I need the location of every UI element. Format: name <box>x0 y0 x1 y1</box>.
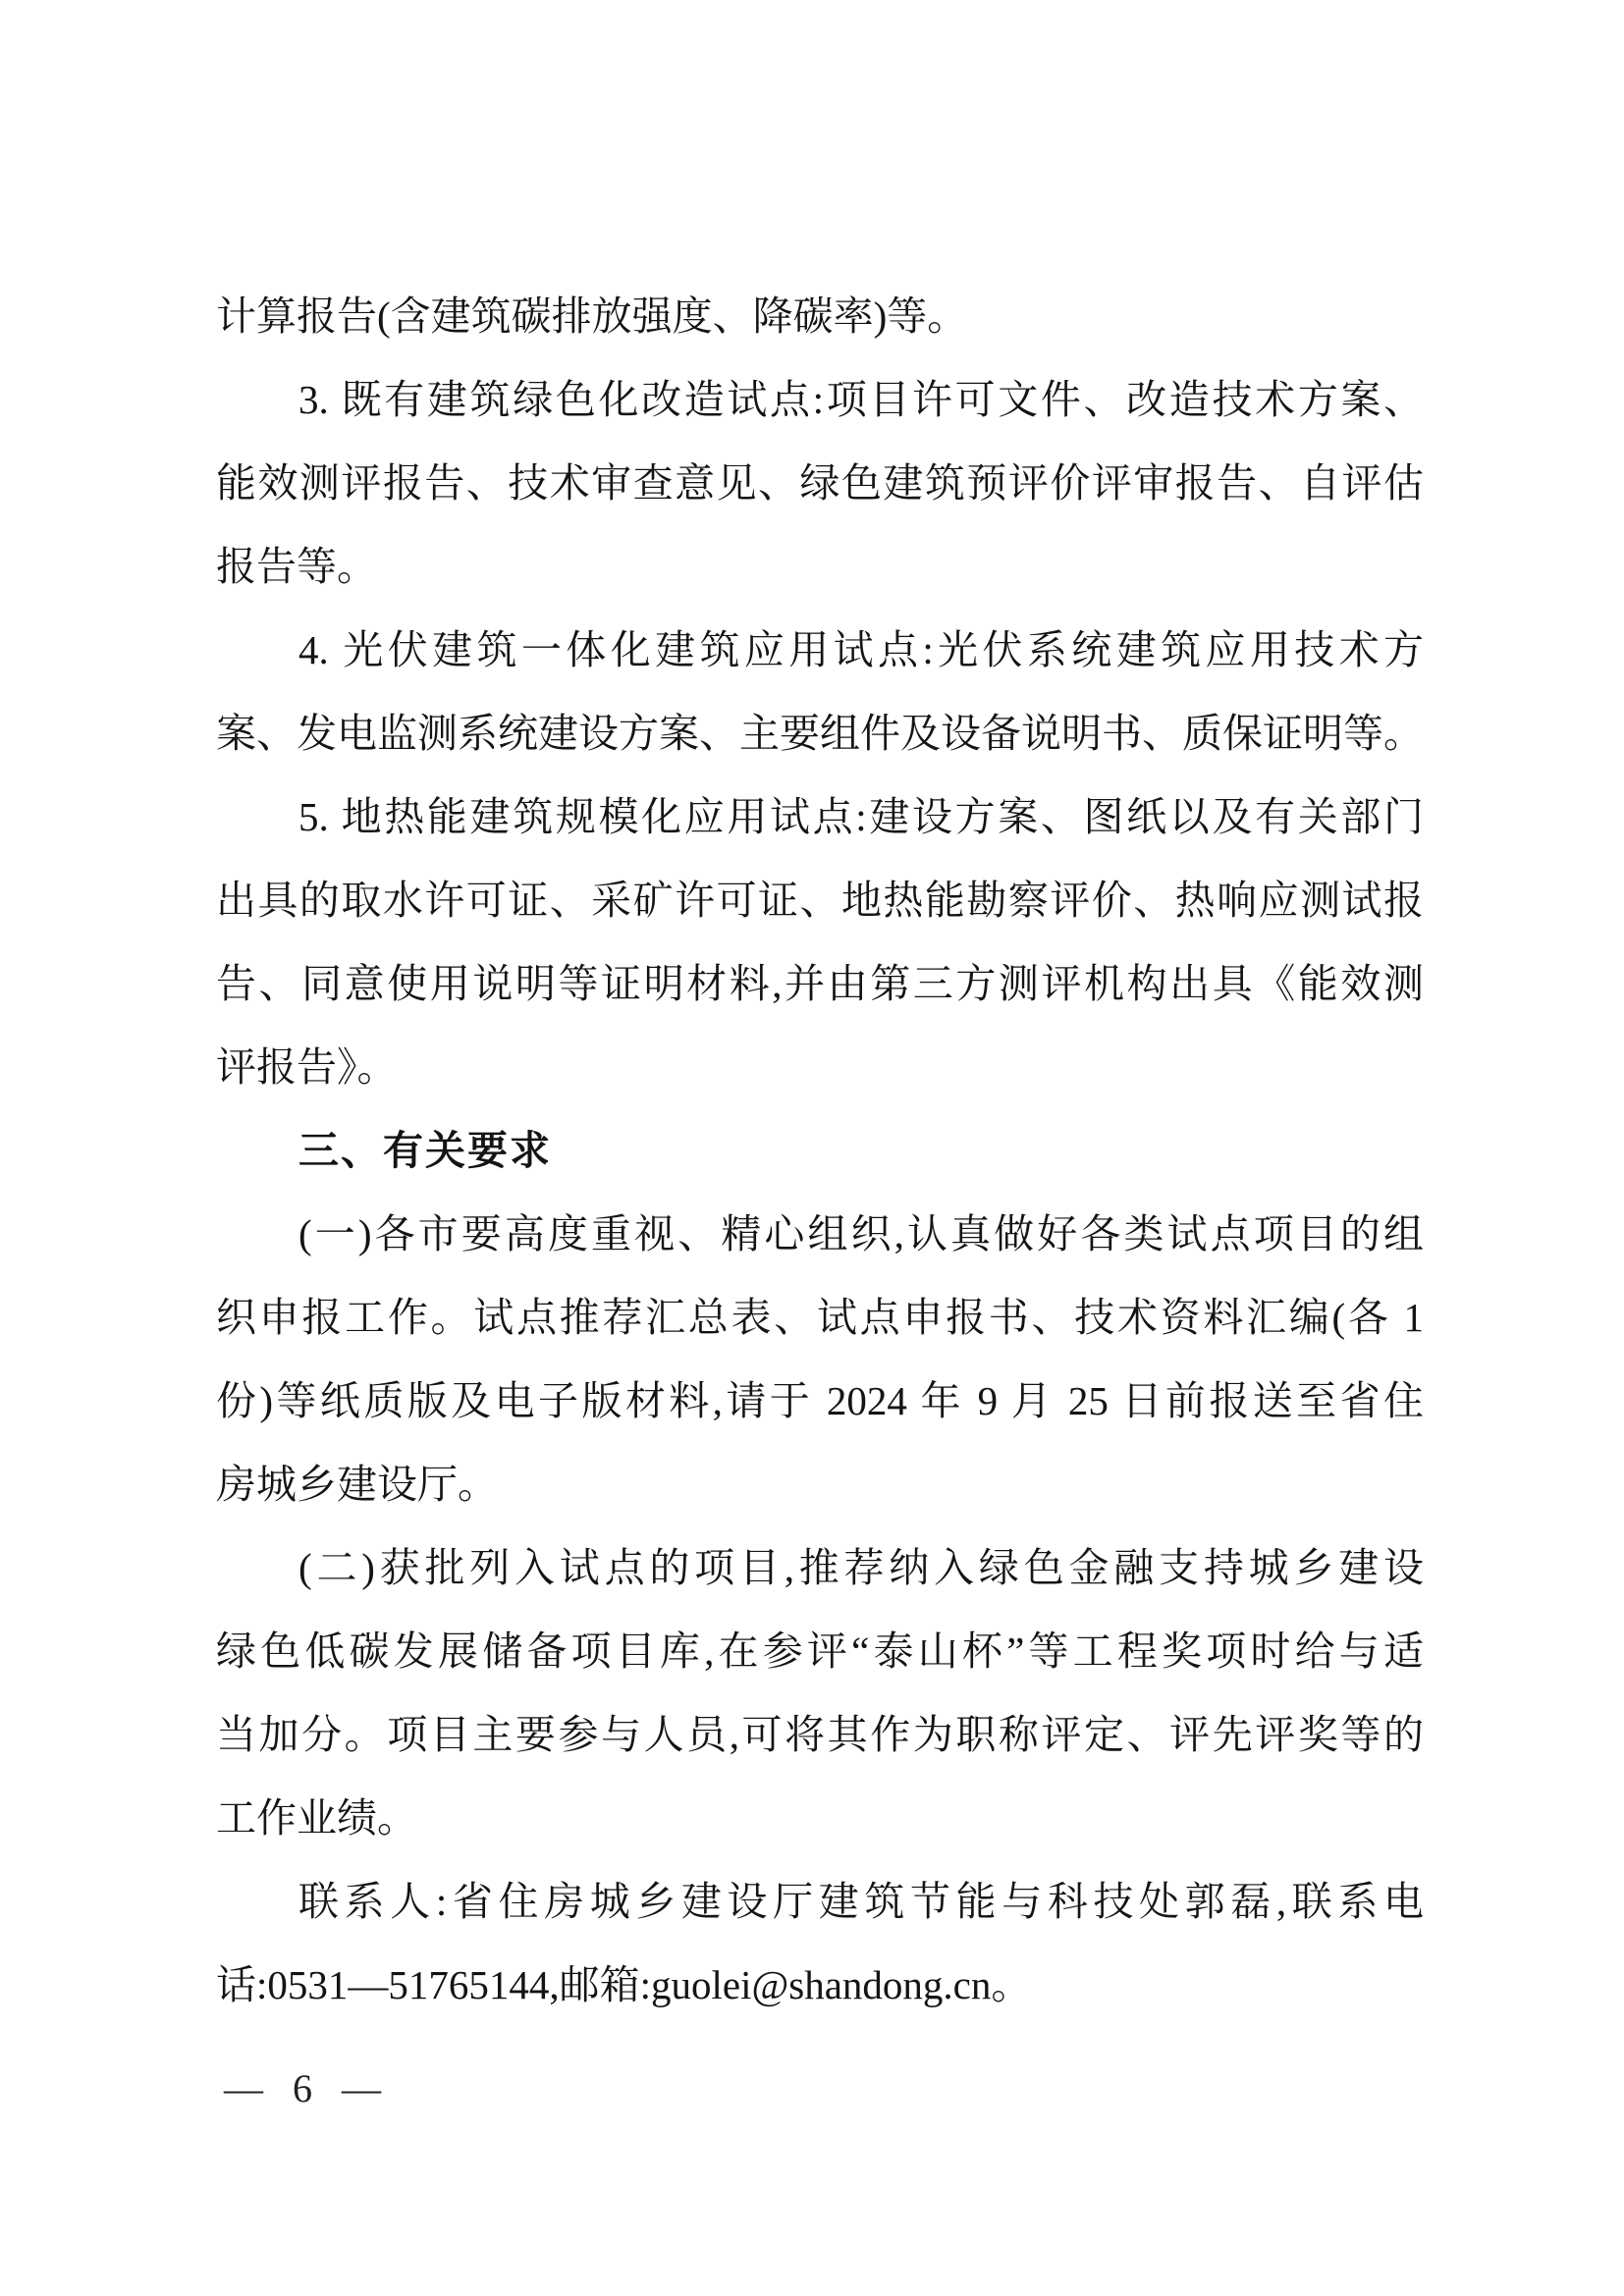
paragraph-line: 工作业绩。 <box>216 1795 417 1841</box>
paragraph-line: 织申报工作。试点推荐汇总表、试点申报书、技术资料汇编(各 1 <box>216 1295 1424 1340</box>
paragraph-line: 绿色低碳发展储备项目库,在参评“泰山杯”等工程奖项时给与适 <box>216 1629 1424 1674</box>
paragraph-line: (一)各市要高度重视、精心组织,认真做好各类试点项目的组 <box>298 1211 1424 1256</box>
paragraph-line: 告、同意使用说明等证明材料,并由第三方测评机构出具《能效测 <box>216 961 1424 1006</box>
paragraph-line: 3. 既有建筑绿色化改造试点:项目许可文件、改造技术方案、 <box>298 377 1424 422</box>
paragraph-line: 5. 地热能建筑规模化应用试点:建设方案、图纸以及有关部门 <box>298 794 1424 839</box>
page-number: — 6 — <box>224 2066 383 2110</box>
document-body <box>216 275 1424 2027</box>
paragraph-line: 份)等纸质版及电子版材料,请于 2024 年 9 月 25 日前报送至省住 <box>216 1378 1424 1423</box>
paragraph-line: 能效测评报告、技术审查意见、绿色建筑预评价评审报告、自评估 <box>216 460 1424 506</box>
paragraph-line: 计算报告(含建筑碳排放强度、降碳率)等。 <box>216 294 968 339</box>
paragraph-line: (二)获批列入试点的项目,推荐纳入绿色金融支持城乡建设 <box>298 1545 1424 1590</box>
paragraph-line: 话:0531—51765144,邮箱:guolei@shandong.cn。 <box>216 1962 1032 2007</box>
paragraph-line: 4. 光伏建筑一体化建筑应用试点:光伏系统建筑应用技术方 <box>298 627 1424 672</box>
paragraph-line: 案、发电监测系统建设方案、主要组件及设备说明书、质保证明等。 <box>216 711 1424 756</box>
paragraph-line: 房城乡建设厅。 <box>216 1462 498 1507</box>
paragraph-line: 评报告》。 <box>216 1044 398 1090</box>
paragraph-line: 报告等。 <box>216 544 377 589</box>
section-heading: 三、有关要求 <box>298 1128 552 1173</box>
paragraph-line: 出具的取水许可证、采矿许可证、地热能勘察评价、热响应测试报 <box>216 878 1424 923</box>
paragraph-line: 联系人:省住房城乡建设厅建筑节能与科技处郭磊,联系电 <box>298 1879 1424 1924</box>
paragraph-line: 当加分。项目主要参与人员,可将其作为职称评定、评先评奖等的 <box>216 1712 1424 1757</box>
